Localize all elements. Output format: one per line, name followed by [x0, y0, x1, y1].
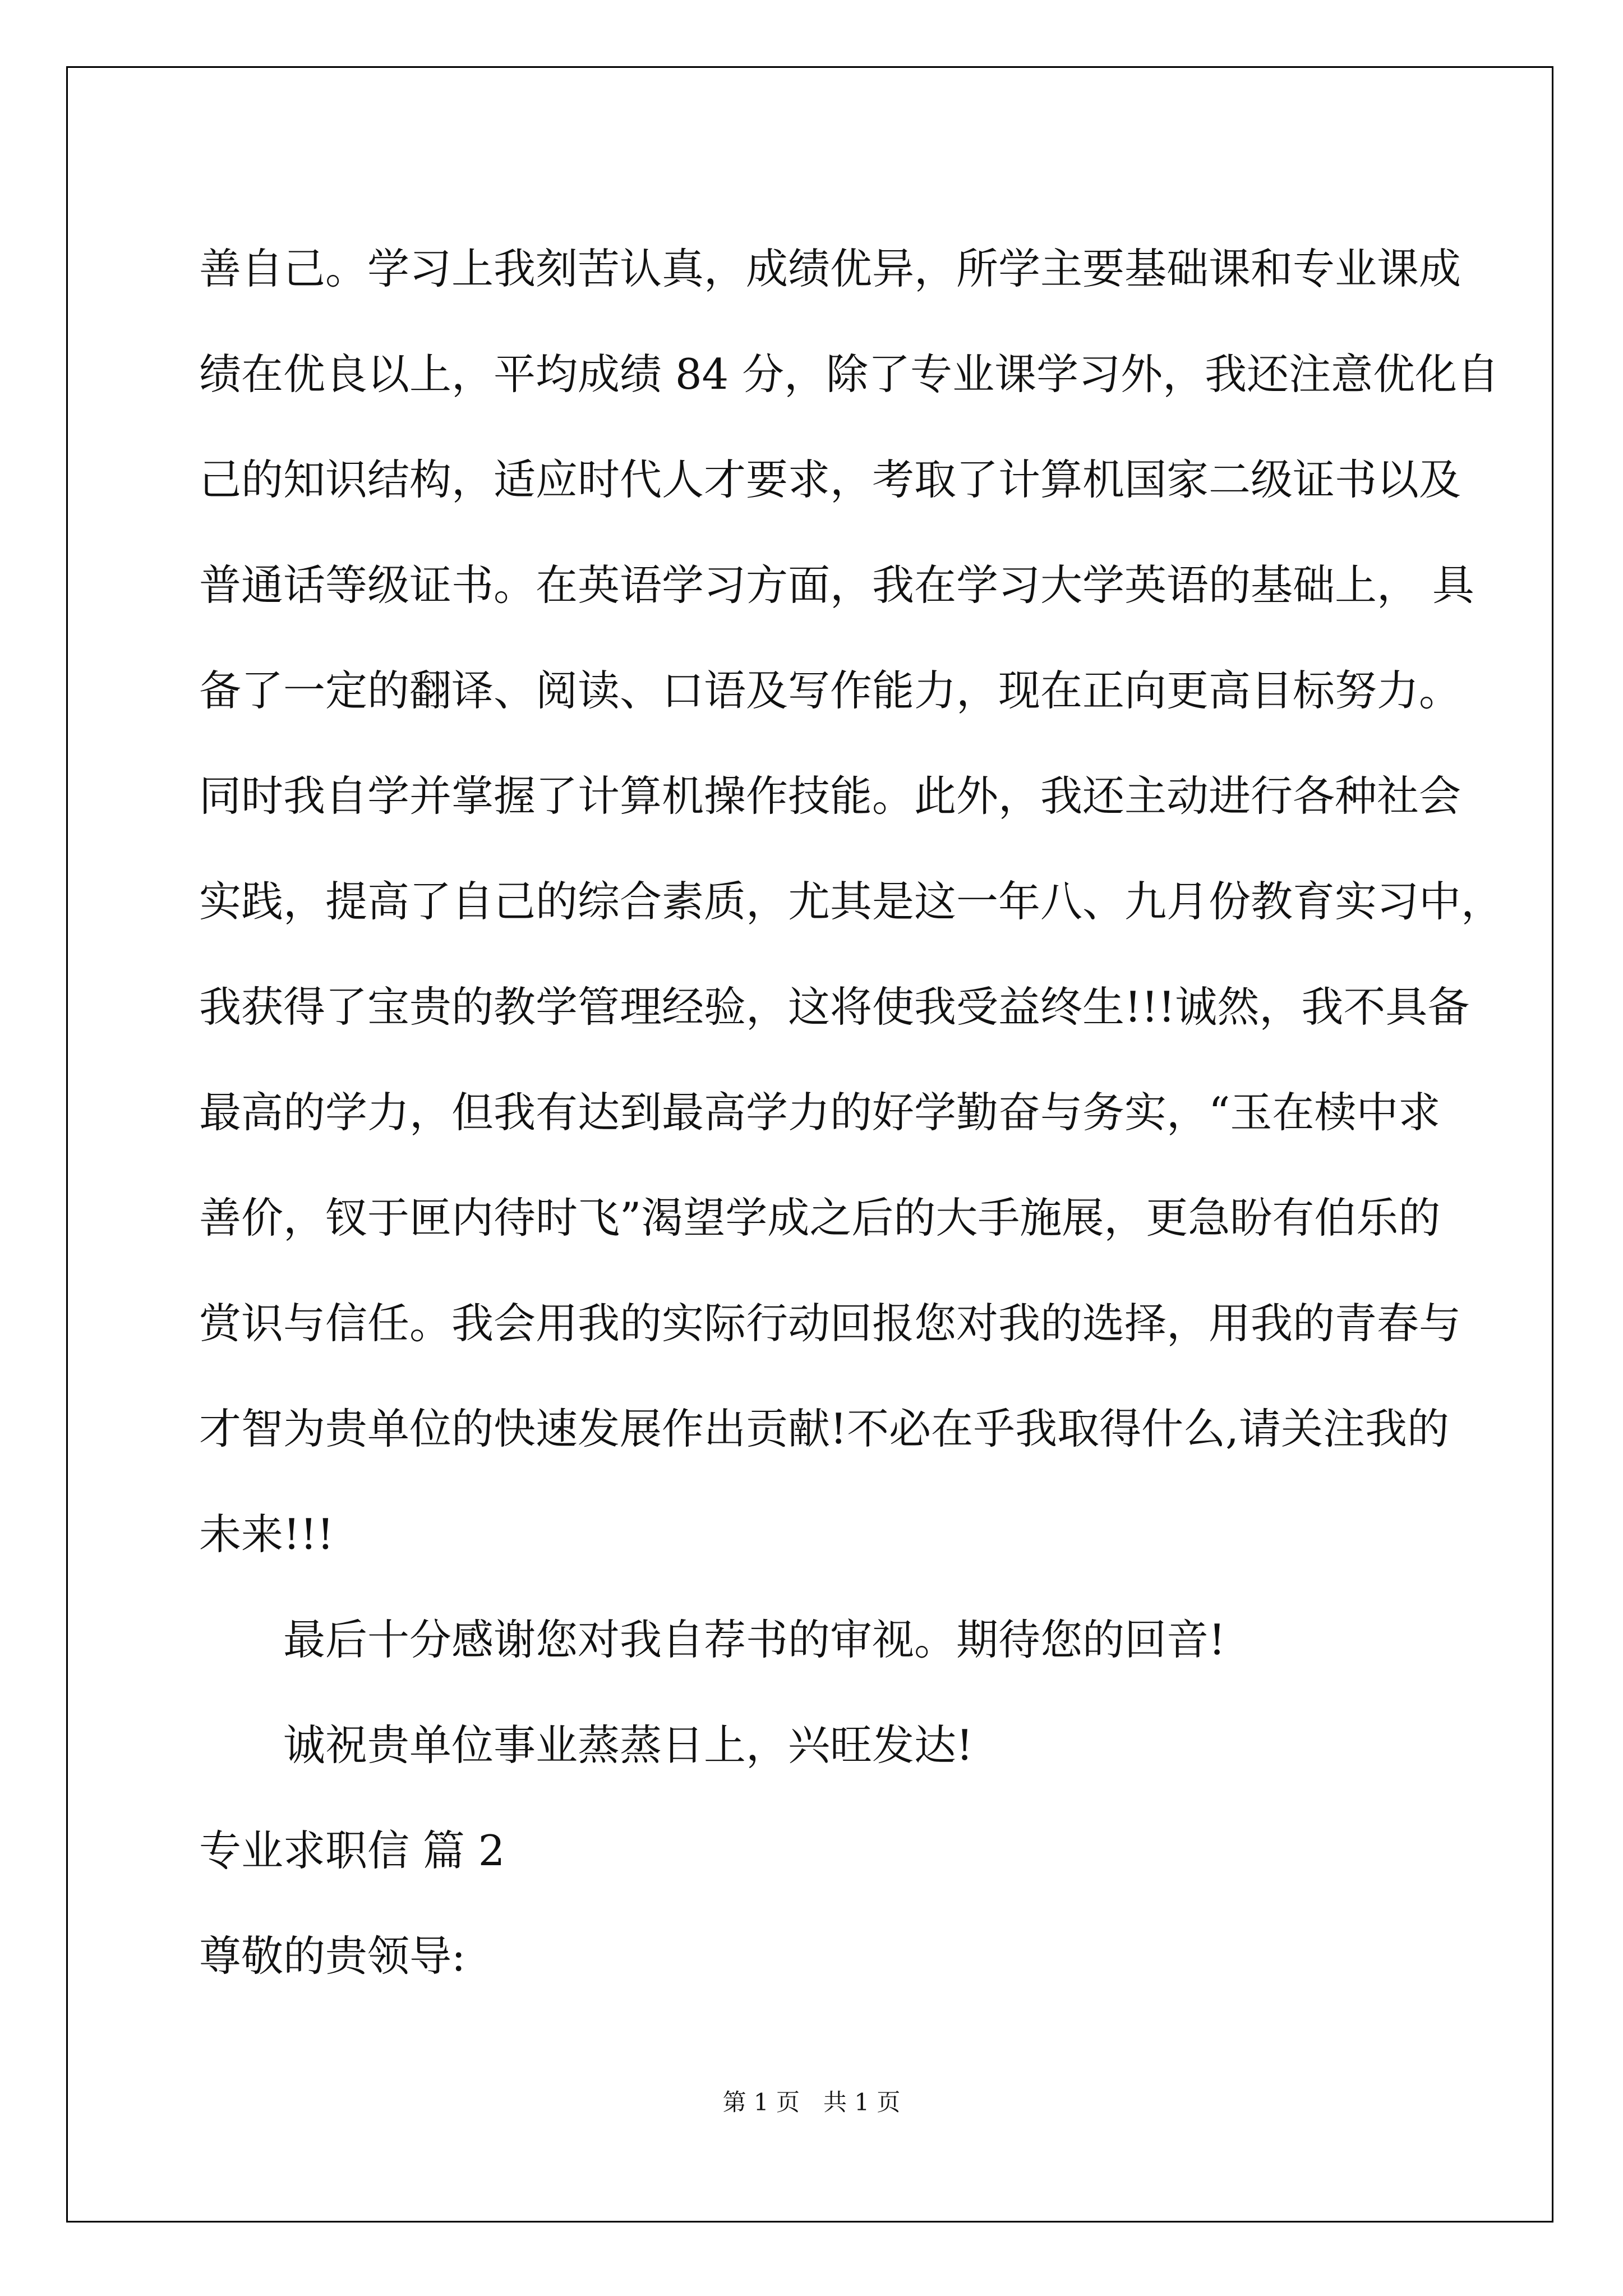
- letter-body: [199, 216, 1504, 2009]
- paragraph-line: 最高的学力，但我有达到最高学力的好学勤奋与务实，“玉在椟中求: [199, 1088, 1441, 1137]
- paragraph-line: 善自己。学习上我刻苦认真，成绩优异，所学主要基础课和专业课成: [199, 244, 1461, 293]
- paragraph-line: 同时我自学并掌握了计算机操作技能。此外，我还主动进行各种社会: [199, 771, 1461, 821]
- page-footer: 第 1 页 共 1 页: [722, 2088, 901, 2116]
- paragraph-line: 绩在优良以上，平均成绩 84 分，除了专业课学习外，我还注意优化自: [199, 349, 1500, 399]
- paragraph-line: 实践，提高了自己的综合素质，尤其是这一年八、九月份教育实习中，: [199, 877, 1504, 926]
- section-heading: 专业求职信 篇 2: [199, 1826, 505, 1875]
- paragraph-line: 普通话等级证书。在英语学习方面，我在学习大学英语的基础上， 具: [199, 560, 1474, 610]
- paragraph-line: 备了一定的翻译、阅读、口语及写作能力，现在正向更高目标努力。: [199, 666, 1461, 715]
- paragraph-line: 己的知识结构，适应时代人才要求，考取了计算机国家二级证书以及: [199, 455, 1461, 504]
- paragraph-line: 善价，钗于匣内待时飞”渴望学成之后的大手施展，更急盼有伯乐的: [199, 1193, 1441, 1243]
- salutation: 尊敬的贵领导:: [199, 1931, 466, 1981]
- thanks-line: 最后十分感谢您对我自荐书的审视。期待您的回音!: [283, 1615, 1226, 1664]
- wish-line: 诚祝贵单位事业蒸蒸日上，兴旺发达!: [283, 1720, 974, 1770]
- paragraph-line: 才智为贵单位的快速发展作出贡献!不必在乎我取得什么,请关注我的: [199, 1404, 1449, 1453]
- paragraph-line: 未来!!!: [199, 1510, 334, 1559]
- paragraph-line: 我获得了宝贵的教学管理经验，这将使我受益终生!!!诚然，我不具备: [199, 982, 1470, 1032]
- paragraph-line: 赏识与信任。我会用我的实际行动回报您对我的选择，用我的青春与: [199, 1299, 1461, 1348]
